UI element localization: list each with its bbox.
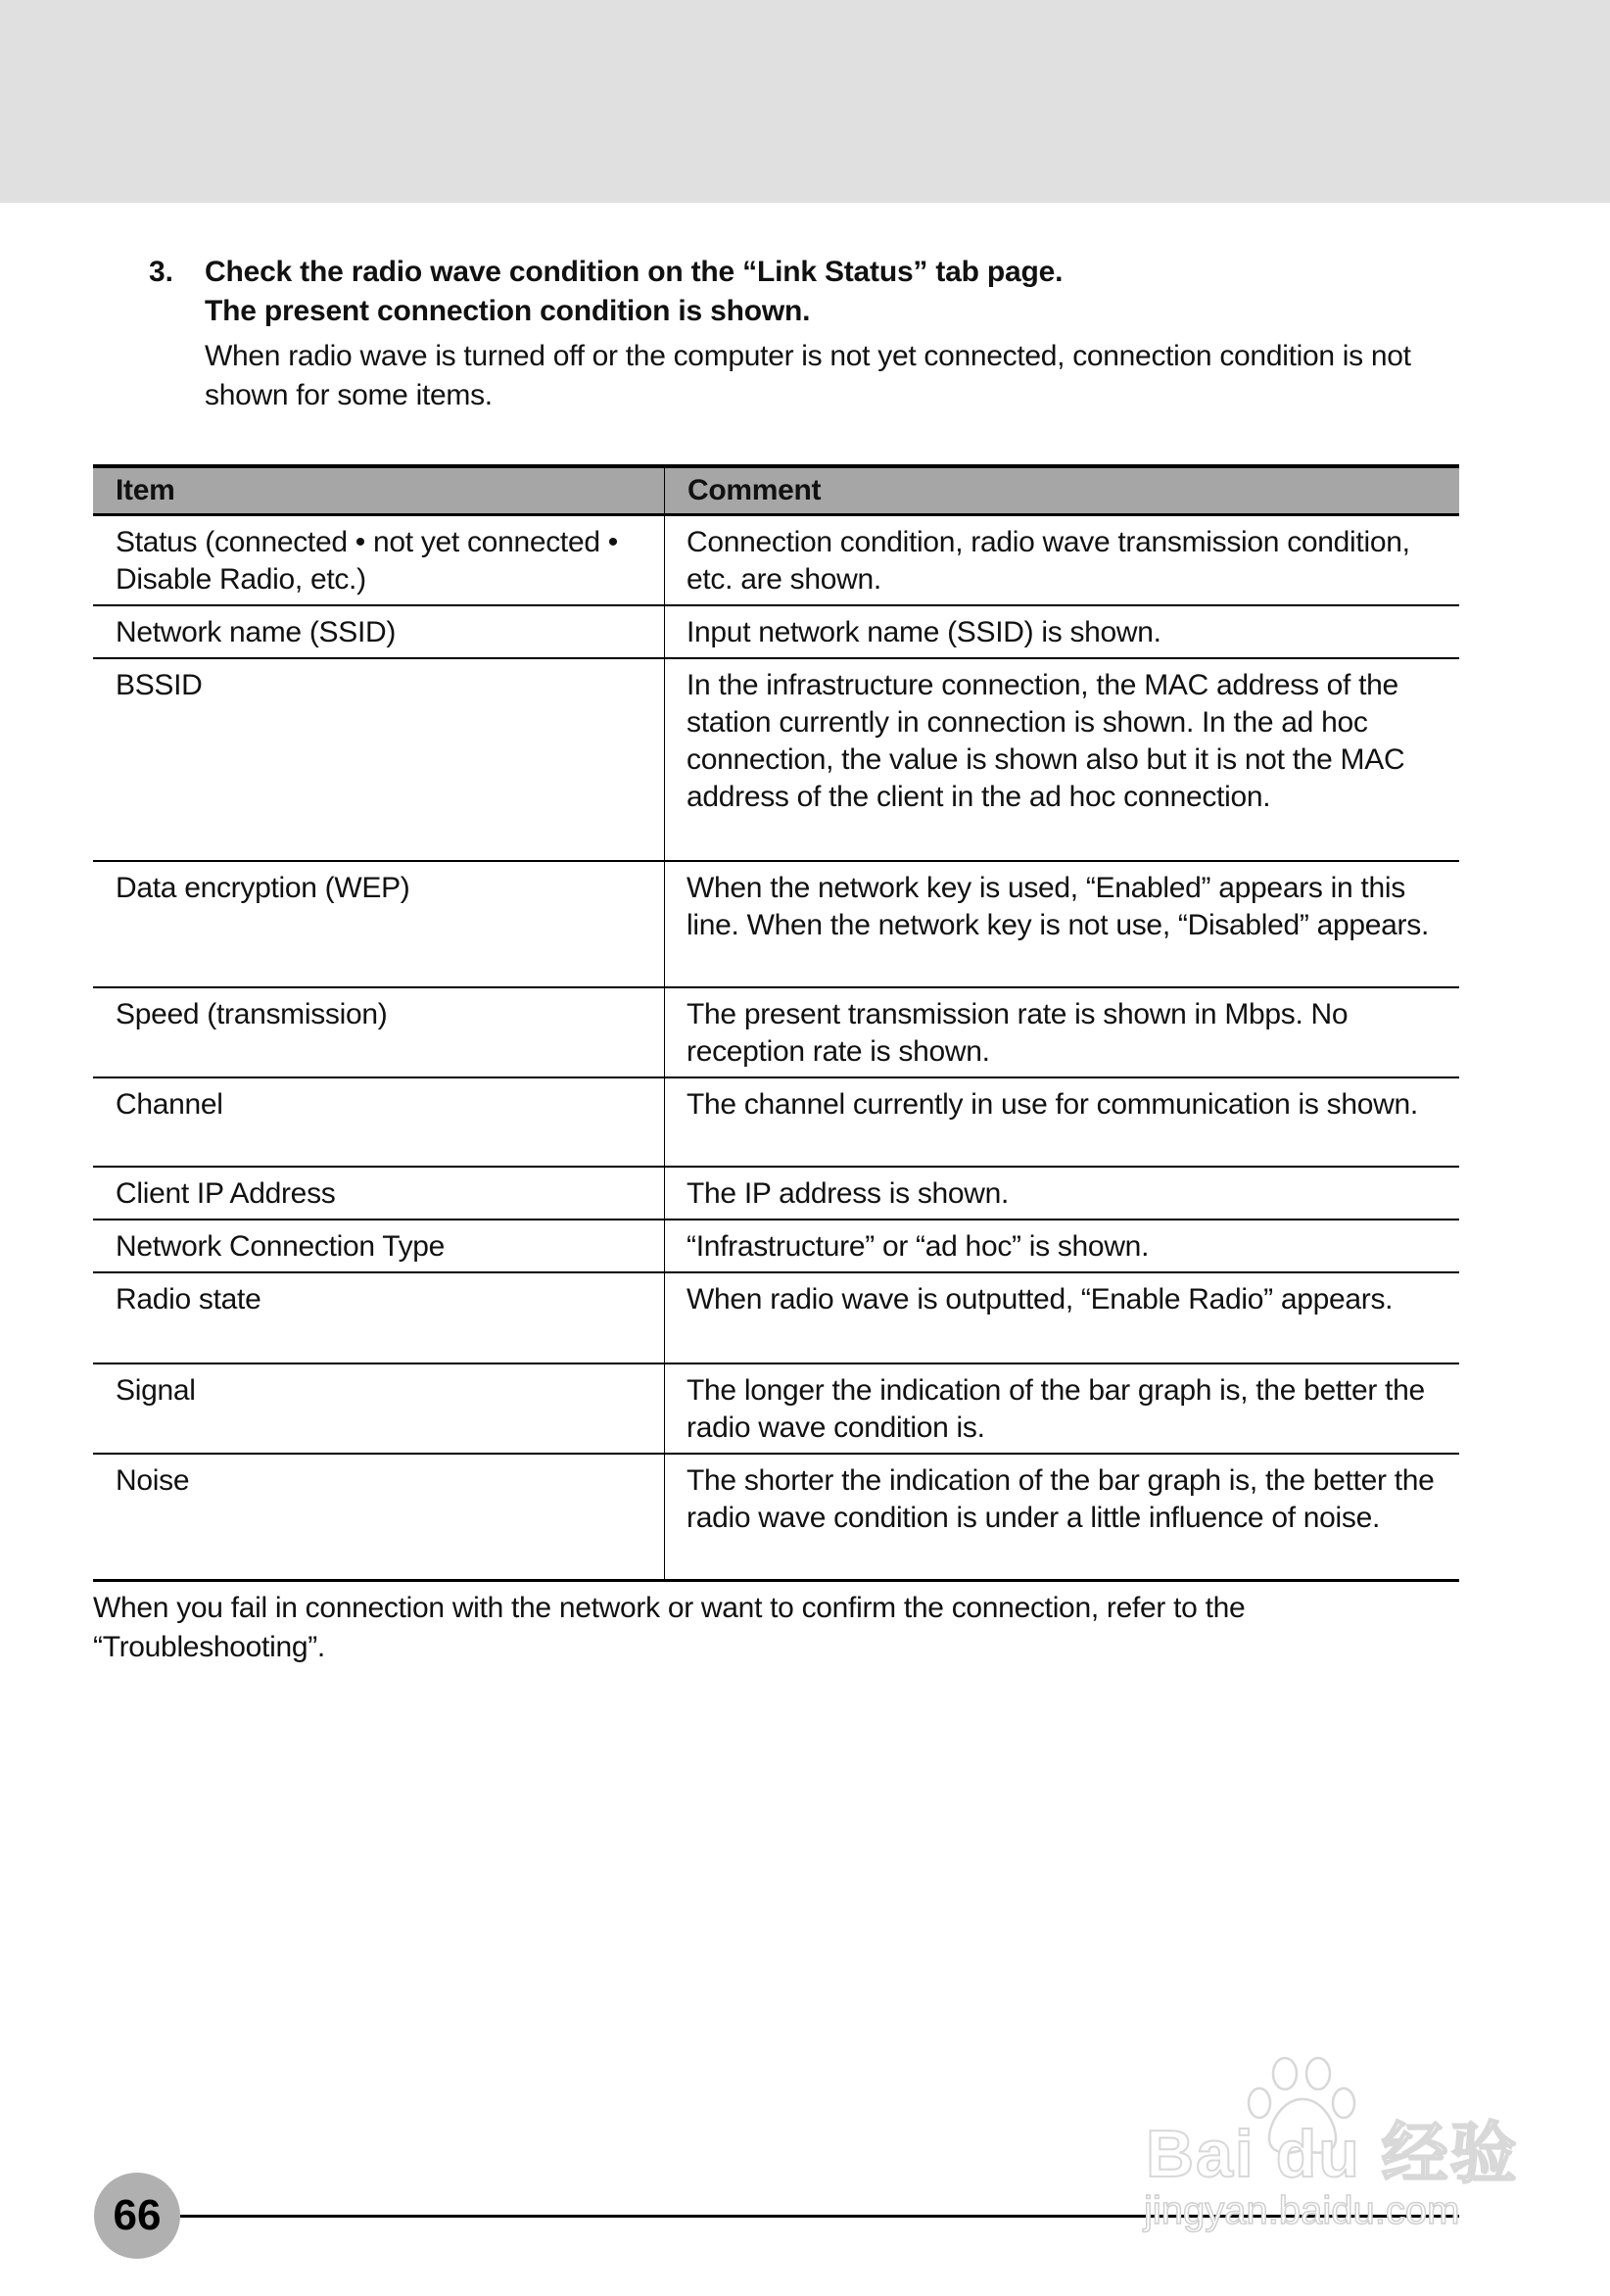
step-description: When radio wave is turned off or the computer is not yet connected, connection condition is not shown for some items.: [205, 340, 1411, 411]
item-cell: Radio state: [93, 1272, 665, 1363]
comment-cell: Input network name (SSID) is shown.: [665, 605, 1460, 658]
column-header-item: Item: [93, 466, 665, 515]
baidu-watermark: [1136, 2052, 1519, 2248]
column-header-comment: Comment: [665, 466, 1460, 515]
comment-cell: In the infrastructure connection, the MAC address of the station currently in connection is shown. In the ad hoc connection, the value is shown also but it is not the MAC address of the client in the ad hoc connection.: [665, 658, 1460, 861]
table-row: [93, 1167, 1459, 1220]
item-cell: Network name (SSID): [93, 605, 665, 658]
table-header-row: [93, 466, 1459, 515]
comment-cell: The channel currently in use for communication is shown.: [665, 1077, 1460, 1167]
item-cell: BSSID: [93, 658, 665, 861]
table-row: [93, 658, 1459, 861]
watermark-url: jingyan.baidu.com: [1144, 2189, 1460, 2232]
step-number: 3.: [149, 256, 174, 288]
page-number: 66: [113, 2191, 162, 2239]
table-row: [93, 1220, 1459, 1272]
comment-cell: The shorter the indication of the bar graph is, the better the radio wave condition is under a little influence of noise.: [665, 1454, 1460, 1580]
table-row: [93, 515, 1459, 606]
comment-cell: “Infrastructure” or “ad hoc” is shown.: [665, 1220, 1460, 1272]
paw-icon: [1244, 2052, 1361, 2160]
item-cell: Data encryption (WEP): [93, 861, 665, 987]
item-cell: Client IP Address: [93, 1167, 665, 1220]
item-cell: Network Connection Type: [93, 1220, 665, 1272]
table-row: [93, 1077, 1459, 1167]
item-cell: Signal: [93, 1363, 665, 1454]
comment-cell: The longer the indication of the bar graph is, the better the radio wave condition is.: [665, 1363, 1460, 1454]
comment-cell: The IP address is shown.: [665, 1167, 1460, 1220]
instruction-step: [149, 253, 1461, 415]
item-cell: Status (connected • not yet connected • Disable Radio, etc.): [93, 515, 665, 606]
watermark-logo-text: Bai du 经验: [1146, 2117, 1519, 2191]
item-cell: Noise: [93, 1454, 665, 1580]
comment-cell: When radio wave is outputted, “Enable Radio” appears.: [665, 1272, 1460, 1363]
step-heading-line2: The present connection condition is shown.: [205, 295, 811, 327]
troubleshooting-note: When you fail in connection with the network or want to confirm the connection, refer to the “Troubleshooting”.: [93, 1592, 1246, 1663]
link-status-items-table: [93, 464, 1459, 1582]
item-cell: Speed (transmission): [93, 987, 665, 1077]
page-number-badge: [94, 2173, 180, 2259]
table-row: [93, 987, 1459, 1077]
step-heading-line1: Check the radio wave condition on the “Link Status” tab page.: [205, 256, 1064, 288]
page-header-band: [0, 0, 1610, 203]
footer-rule: [180, 2215, 1459, 2218]
comment-cell: The present transmission rate is shown in Mbps. No reception rate is shown.: [665, 987, 1460, 1077]
comment-cell: Connection condition, radio wave transmission condition, etc. are shown.: [665, 515, 1460, 606]
table-row: [93, 1363, 1459, 1454]
item-cell: Channel: [93, 1077, 665, 1167]
table-row: [93, 605, 1459, 658]
table-row: [93, 1454, 1459, 1580]
table-row: [93, 1272, 1459, 1363]
step-body: [205, 253, 1461, 415]
table-row: [93, 861, 1459, 987]
comment-cell: When the network key is used, “Enabled” appears in this line. When the network key is not use, “Disabled” appears.: [665, 861, 1460, 987]
